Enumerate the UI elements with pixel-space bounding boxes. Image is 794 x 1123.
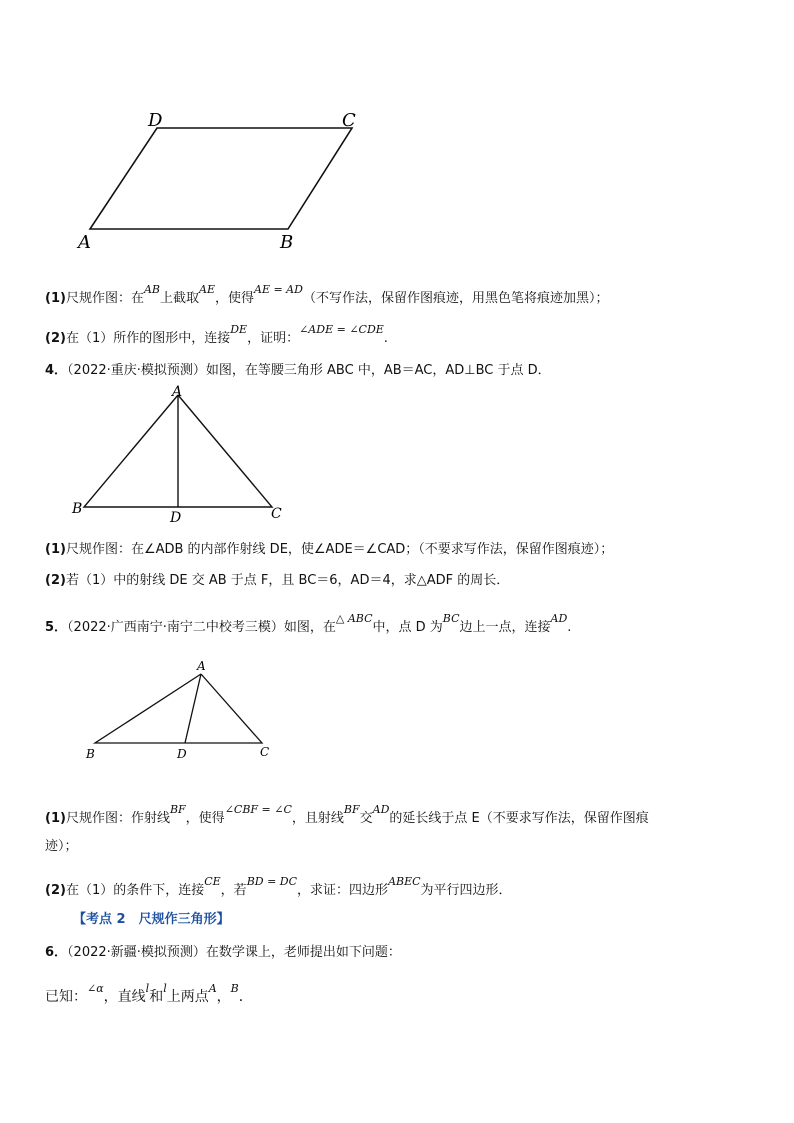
q5-part1-text-6: 迹）； [45, 839, 78, 854]
q5-part2-math-abec: ABEC [388, 875, 421, 888]
label-C: C [342, 110, 356, 131]
label-C: C [271, 506, 282, 522]
q5-stem-math-triangle: △ ABC [335, 612, 373, 625]
q4-part1 [45, 538, 613, 557]
q3-part2-prefix: (2) [45, 331, 66, 346]
q5-part2-text-3: ，求证：四边形 [297, 883, 389, 898]
q3-part2-math-angles: ∠ADE = ∠CDE [299, 323, 384, 336]
q6-given-text-6: ． [238, 989, 253, 1005]
q4-part2-text: 若（1）中的射线 DE 交 AB 于点 F，且 BC＝6，AD＝4，求△ADF 的周长． [65, 573, 510, 588]
q6-given-math-alpha: ∠α [87, 982, 104, 995]
q5-number: 5． [45, 620, 68, 635]
q5-part2-math-bd-dc: BD = DC [246, 875, 298, 888]
q5-part1-text-2: ，使得 [185, 811, 225, 826]
q3-part1-text-1: 尺规作图：在 [65, 291, 144, 306]
label-A: A [197, 659, 206, 673]
q3-part2-math-de: DE [230, 323, 248, 336]
q5-stem-text-1: （2022·广西南宁·南宁二中校考三模）如图，在 [67, 620, 336, 635]
q5-stem [45, 612, 572, 635]
segment-ad [185, 674, 201, 743]
label-A: A [78, 232, 91, 253]
q6-given-math-l: l [145, 982, 150, 995]
q6-given-text-1: 已知： [45, 989, 87, 1005]
q5-part1-prefix: (1) [45, 811, 66, 826]
q3-part2-text-1: 在（1）所作的图形中，连接 [65, 331, 231, 346]
figure-isosceles-triangle [0, 375, 794, 530]
q3-part1-math-ae: AE [199, 283, 215, 296]
q5-part1-text-4: 交 [359, 811, 373, 826]
q3-part1-math-ae-ad: AE = AD [254, 283, 303, 296]
q3-part1 [45, 283, 609, 306]
label-D: D [170, 510, 182, 526]
label-D: D [177, 747, 187, 761]
q6-given-math-a: A [208, 982, 217, 995]
figure-parallelogram [0, 0, 794, 260]
q6-given-text-4: 上两点 [166, 989, 209, 1005]
parallelogram-shape [90, 128, 352, 229]
q5-part2-prefix: (2) [45, 883, 66, 898]
q4-part1-prefix: (1) [45, 542, 66, 557]
section-heading: 【考点 2 尺规作三角形】 [73, 912, 230, 927]
q5-part2-text-1: 在（1）的条件下，连接 [65, 883, 205, 898]
q3-part1-text-4: （不写作法，保留作图痕迹，用黑色笔将痕迹加黑）； [302, 291, 609, 306]
q3-part2 [45, 323, 388, 346]
q6-given-text-5: ， [216, 989, 231, 1005]
q5-part1-text-5: 的延长线于点 E（不要求写作法，保留作图痕 [389, 811, 649, 826]
q3-part1-text-2: 上截取 [159, 291, 199, 306]
q5-part2-math-ce: CE [204, 875, 221, 888]
q5-part1-line1 [45, 803, 649, 826]
q5-part1-math-angles: ∠CBF = ∠C [224, 803, 292, 816]
label-B: B [86, 747, 95, 761]
q5-part2-text-4: 为平行四边形． [420, 883, 512, 898]
q3-part1-prefix: (1) [45, 291, 66, 306]
q6-stem-text: （2022·新疆·模拟预测）在数学课上，老师提出如下问题： [67, 945, 401, 960]
q6-number: 6． [45, 945, 68, 960]
label-D: D [148, 110, 163, 131]
q6-given-text-2: ，直线 [103, 989, 146, 1005]
figure-triangle-cevian [0, 650, 794, 770]
q5-stem-math-ad: AD [550, 612, 568, 625]
q6-given-math-b: B [230, 982, 239, 995]
q5-part1-text-3: ，且射线 [291, 811, 344, 826]
q4-number: 4． [45, 363, 68, 378]
q5-part1-line2 [45, 835, 78, 854]
q5-stem-text-4: . [567, 620, 572, 635]
q3-part2-text-2: ，证明： [247, 331, 300, 346]
label-C: C [260, 745, 270, 759]
q4-part1-text: 尺规作图：在∠ADB 的内部作射线 DE，使∠ADE＝∠CAD；（不要求写作法，保留作图痕迹）； [65, 542, 614, 557]
q6-given [45, 982, 253, 1006]
q5-part1-math-ad: AD [372, 803, 390, 816]
q5-stem-text-2: 中，点 D 为 [372, 620, 443, 635]
q5-part2-text-2: ，若 [220, 883, 247, 898]
label-A: A [172, 384, 183, 400]
q5-stem-math-bc: BC [442, 612, 460, 625]
q6-given-text-3: 和 [149, 989, 164, 1005]
label-B: B [72, 501, 83, 517]
q6-stem [45, 941, 401, 960]
q3-part1-text-3: ，使得 [214, 291, 254, 306]
q3-part1-math-ab: AB [143, 283, 160, 296]
q5-stem-text-3: 边上一点，连接 [459, 620, 551, 635]
triangle-abc [95, 674, 262, 743]
q5-part1-math-bf-2: BF [343, 803, 360, 816]
label-B: B [280, 232, 294, 253]
q4-stem-text: （2022·重庆·模拟预测）如图，在等腰三角形 ABC 中，AB＝AC，AD⊥BC 于点 D． [67, 363, 551, 378]
q6-given-math-l-2: l [163, 982, 167, 995]
q4-part2-prefix: (2) [45, 573, 66, 588]
q5-part1-math-bf: BF [169, 803, 186, 816]
q5-part2 [45, 875, 512, 898]
q5-part1-text-1: 尺规作图：作射线 [65, 811, 170, 826]
q3-part2-text-3: . [383, 331, 388, 346]
q4-part2 [45, 569, 509, 588]
